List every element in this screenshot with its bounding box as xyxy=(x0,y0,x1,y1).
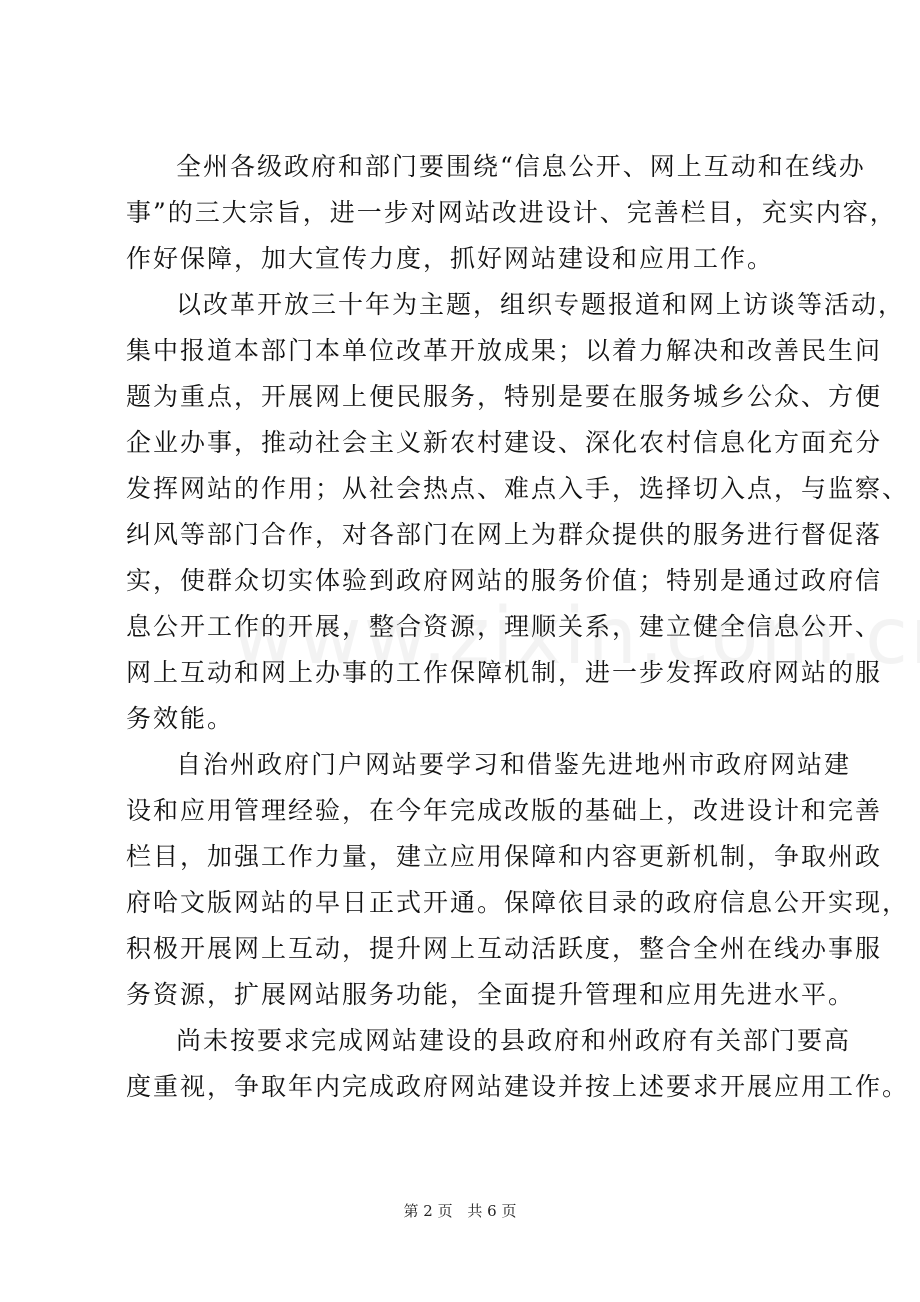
paragraph-line: 全州各级政府和部门要围绕“信息公开、网上互动和在线办 xyxy=(176,152,866,181)
paragraph-line: 以改革开放三十年为主题，组织专题报道和网上访谈等活动， xyxy=(176,290,906,319)
page-number-current: 第 2 页 xyxy=(403,1202,453,1220)
paragraph-line: 实，使群众切实体验到政府网站的服务价值；特别是通过政府信 xyxy=(126,566,883,595)
paragraph-line: 事”的三大宗旨，进一步对网站改进设计、完善栏目，充实内容， xyxy=(126,198,897,227)
page-footer xyxy=(0,1200,920,1221)
paragraph-line: 发挥网站的作用；从社会热点、难点入手，选择切入点，与监察、 xyxy=(126,474,910,503)
paragraph-line: 务资源，扩展网站服务功能，全面提升管理和应用先进水平。 xyxy=(126,980,856,1009)
paragraph-line: 纠风等部门合作，对各部门在网上为群众提供的服务进行督促落 xyxy=(126,520,883,549)
paragraph xyxy=(126,148,897,278)
paragraph-line: 栏目，加强工作力量，建立应用保障和内容更新机制，争取州政 xyxy=(126,842,883,871)
paragraph xyxy=(126,286,910,738)
page-number-total: 共 6 页 xyxy=(467,1202,517,1220)
paragraph-line: 息公开工作的开展，整合资源，理顺关系，建立健全信息公开、 xyxy=(126,612,883,641)
paragraph xyxy=(126,1022,910,1106)
paragraph-line: 务效能。 xyxy=(126,704,235,733)
paragraph-line: 企业办事，推动社会主义新农村建设、深化农村信息化方面充分 xyxy=(126,428,883,457)
document-body xyxy=(126,148,910,1114)
paragraph-line: 网上互动和网上办事的工作保障机制，进一步发挥政府网站的服 xyxy=(126,658,883,687)
paragraph-line: 集中报道本部门本单位改革开放成果；以着力解决和改善民生问 xyxy=(126,336,883,365)
paragraph xyxy=(126,746,910,1014)
paragraph-line: 自治州政府门户网站要学习和借鉴先进地州市政府网站建 xyxy=(176,750,852,779)
paragraph-line: 设和应用管理经验，在今年完成改版的基础上，改进设计和完善 xyxy=(126,796,883,825)
paragraph-line: 积极开展网上互动，提升网上互动活跃度，整合全州在线办事服 xyxy=(126,934,883,963)
paragraph-line: 度重视，争取年内完成政府网站建设并按上述要求开展应用工作。 xyxy=(126,1072,910,1101)
paragraph-line: 府哈文版网站的早日正式开通。保障依目录的政府信息公开实现， xyxy=(126,888,910,917)
paragraph-line: 题为重点，开展网上便民服务，特别是要在服务城乡公众、方便 xyxy=(126,382,883,411)
paragraph-line: 作好保障，加大宣传力度，抓好网站建设和应用工作。 xyxy=(126,244,775,273)
paragraph-line: 尚未按要求完成网站建设的县政府和州政府有关部门要高 xyxy=(176,1026,852,1055)
